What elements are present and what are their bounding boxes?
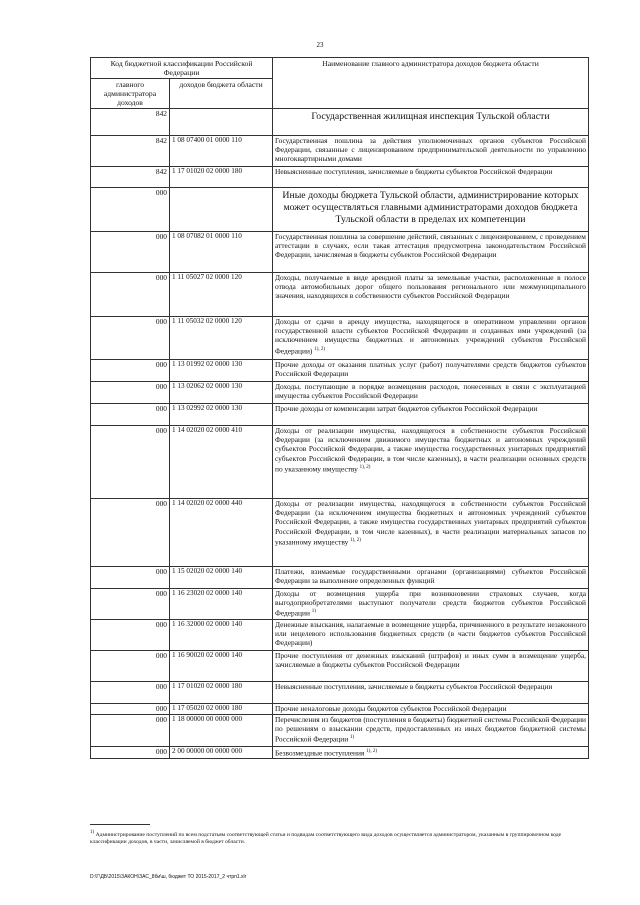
table-row	[91, 167, 589, 188]
table-row	[91, 499, 589, 567]
name-cell	[273, 651, 589, 682]
footnote-text: Администрирование поступлений по всем подстатьям соответствующей статьи и подвидам соответствующего вида доходов осуществляется администратором, указанным в группировочном коде классификации доходов, в части, зачисляемой в бюджет области.	[90, 831, 562, 846]
income-code-cell: 1 14 02020 02 0000 440	[170, 499, 273, 567]
header-code-group: Код бюджетной классификации Российской Федерации	[91, 58, 273, 79]
income-code-cell	[170, 109, 273, 136]
table-row	[91, 404, 589, 426]
admin-code-cell: 000	[91, 426, 170, 499]
section-row	[91, 109, 589, 136]
income-code-cell: 1 16 90020 02 0000 140	[170, 651, 273, 682]
name-cell	[273, 682, 589, 704]
admin-code-cell: 842	[91, 136, 170, 167]
header-name: Наименование главного администратора доходов бюджета области	[273, 58, 589, 109]
income-code-cell: 1 17 01020 02 0000 180	[170, 682, 273, 704]
table-row	[91, 715, 589, 747]
page-number: 23	[316, 41, 324, 49]
budget-classification-table	[90, 57, 589, 759]
name-text: Государственная жилищная инспекция Тульской области	[311, 111, 550, 122]
name-text: Доходы от возмещения ущерба при возникновении страховых случаев, когда выгодоприобретателями выступают получатели средств бюджетов субъектов Российской Федерации	[275, 589, 586, 618]
admin-code-cell: 000	[91, 715, 170, 747]
name-cell	[273, 620, 589, 651]
name-cell	[273, 188, 589, 232]
admin-code-cell: 000	[91, 360, 170, 382]
file-path: D:\Г\ДБ\2015\ЗАКОН\ЗАС_8би\ш, бюджет ТО 2015-2017_2 чтрп1.xlr	[90, 874, 247, 880]
table-row	[91, 426, 589, 499]
income-code-cell: 1 18 00000 00 0000 000	[170, 715, 273, 747]
name-cell	[273, 317, 589, 360]
table-row	[91, 682, 589, 704]
name-cell	[273, 704, 589, 715]
table-row	[91, 747, 589, 759]
footnote-ref: 1), 2)	[359, 464, 371, 470]
income-code-cell: 1 15 02020 02 0000 140	[170, 567, 273, 589]
footnote-separator	[90, 824, 150, 825]
admin-code-cell: 000	[91, 567, 170, 589]
table-row	[91, 382, 589, 404]
name-cell	[273, 382, 589, 404]
footnote-ref: 1), 2)	[366, 749, 378, 754]
header-income: доходов бюджета области	[170, 79, 273, 109]
income-code-cell: 1 08 07082 01 0000 110	[170, 232, 273, 273]
income-code-cell: 1 13 01992 02 0000 130	[170, 360, 273, 382]
footnote-ref: 1), 2)	[314, 346, 326, 352]
admin-code-cell: 842	[91, 167, 170, 188]
name-text: Государственная пошлина за действия уполномоченных органов субъектов Российской Федерации, связанные с лицензированием предпринимательской деятельности по управлению многоквартирными домами	[275, 136, 586, 164]
name-text: Доходы от сдачи в аренду имущества, находящегося в оперативном управлении органов государственной власти субъектов Российской Федерации и созданных ими учреждений (за исключением имущества бюджетных и автономных учреждений субъектов Российской Федерации)	[275, 317, 586, 356]
name-text: Невыясненные поступления, зачисляемые в бюджеты субъектов Российской Федерации	[275, 167, 553, 176]
admin-code-cell: 000	[91, 273, 170, 317]
admin-code-cell: 000	[91, 188, 170, 232]
income-code-cell: 1 13 02062 02 0000 130	[170, 382, 273, 404]
name-cell	[273, 499, 589, 567]
income-code-cell: 1 16 32000 02 0000 140	[170, 620, 273, 651]
name-cell	[273, 136, 589, 167]
income-code-cell: 1 13 02992 02 0000 130	[170, 404, 273, 426]
name-text: Доходы, поступающие в порядке возмещения расходов, понесенных в связи с эксплуатацией имущества субъектов Российской Федерации	[275, 382, 586, 401]
table-body	[91, 109, 589, 759]
admin-code-cell: 000	[91, 682, 170, 704]
admin-code-cell: 000	[91, 382, 170, 404]
table-row	[91, 651, 589, 682]
admin-code-cell: 000	[91, 747, 170, 759]
name-text: Доходы от реализации имущества, находящегося в собственности субъектов Российской Федерации (за исключением движимого имущества бюджетных и автономных учреждений субъектов Российской Федерации, а также имущества государственных унитарных предприятий субъектов Российской Федерации, в том числе казенных), в части реализации основных средств по указанному имуществу	[275, 426, 586, 474]
table-row	[91, 589, 589, 620]
admin-code-cell: 000	[91, 651, 170, 682]
name-cell	[273, 404, 589, 426]
table-row	[91, 232, 589, 273]
income-code-cell: 1 16 23020 02 0000 140	[170, 589, 273, 620]
name-text: Прочие поступления от денежных взысканий (штрафов) и иных сумм в возмещение ущерба, зачисляемые в бюджеты субъектов Российской Федерации	[275, 651, 586, 670]
admin-code-cell: 000	[91, 704, 170, 715]
admin-code-cell: 842	[91, 109, 170, 136]
table-row	[91, 317, 589, 360]
income-code-cell	[170, 188, 273, 232]
name-text: Прочие доходы от оказания платных услуг (работ) получателями средств бюджетов субъектов Российской Федерации	[275, 360, 586, 379]
name-cell	[273, 273, 589, 317]
income-code-cell: 1 14 02020 02 0000 410	[170, 426, 273, 499]
name-text: Иные доходы бюджета Тульской области, администрирование которых может осуществляться главными администраторами доходов бюджета Тульской области в пределах их компетенции	[282, 190, 579, 225]
table-row	[91, 360, 589, 382]
footnote-ref: 1)	[311, 609, 316, 615]
name-text: Государственная пошлина за совершение действий, связанных с лицензированием, с проведением аттестации в случаях, если такая аттестация предусмотрена законодательством Российской Федерации, зачисляемая в бюджеты субъектов Российской Федерации	[275, 232, 586, 260]
name-text: Перечисления из бюджетов (поступления в бюджеты) бюджетной системы Российской Федерации по решениям о взыскании средств, предоставленных из иных бюджетов бюджетной системы Российской Федерации	[275, 715, 586, 744]
name-text: Доходы, получаемые в виде арендной платы за земельные участки, расположенные в полосе отвода автомобильных дорог общего пользования регионального или межмуниципального значения, находящихся в собственности субъектов Российской Федерации	[275, 273, 586, 301]
name-text: Прочие доходы от компенсации затрат бюджетов субъектов Российской Федерации	[275, 404, 538, 413]
admin-code-cell: 000	[91, 499, 170, 567]
admin-code-cell: 000	[91, 404, 170, 426]
name-text: Прочие неналоговые доходы бюджетов субъектов Российской Федерации	[275, 704, 507, 713]
admin-code-cell: 000	[91, 317, 170, 360]
admin-code-cell: 000	[91, 589, 170, 620]
income-code-cell: 1 17 01020 02 0000 180	[170, 167, 273, 188]
name-text: Денежные взыскания, налагаемые в возмещение ущерба, причиненного в результате незаконного или нецелевого использования бюджетных средств (в части бюджетов субъектов Российской Федерации)	[275, 620, 586, 648]
footnote	[90, 829, 590, 846]
admin-code-cell: 000	[91, 232, 170, 273]
admin-code-cell: 000	[91, 620, 170, 651]
name-cell	[273, 232, 589, 273]
name-cell	[273, 109, 589, 136]
footnote-mark: 1)	[90, 830, 95, 835]
name-text: Платежи, взимаемые государственными органами (организациями) субъектов Российской Федерации за выполнение определенных функций	[275, 567, 586, 586]
header-admin: главного администратора доходов	[91, 79, 170, 109]
table-row	[91, 273, 589, 317]
name-cell	[273, 567, 589, 589]
table-row	[91, 136, 589, 167]
name-cell	[273, 747, 589, 759]
name-cell	[273, 426, 589, 499]
table-row	[91, 620, 589, 651]
income-code-cell: 1 08 07400 01 0000 110	[170, 136, 273, 167]
name-cell	[273, 360, 589, 382]
income-code-cell: 1 11 05027 02 0000 120	[170, 273, 273, 317]
income-code-cell: 2 00 00000 00 0000 000	[170, 747, 273, 759]
income-code-cell: 1 11 05032 02 0000 120	[170, 317, 273, 360]
table-row	[91, 704, 589, 715]
name-text: Доходы от реализации имущества, находящегося в собственности субъектов Российской Федерации (за исключением имущества бюджетных и автономных учреждений субъектов Российской Федерации, а также имущества государственных унитарных предприятий субъектов Российской Федерации, в том числе казенных), в части реализации материальных запасов по указанному имуществу	[275, 499, 586, 547]
footnote-ref: 1)	[350, 735, 355, 741]
section-row	[91, 188, 589, 232]
footnote-ref: 1), 2)	[350, 537, 361, 543]
name-cell	[273, 589, 589, 620]
income-code-cell: 1 17 05020 02 0000 180	[170, 704, 273, 715]
name-cell	[273, 167, 589, 188]
table-row	[91, 567, 589, 589]
name-cell	[273, 715, 589, 747]
header-row-group	[91, 58, 589, 79]
name-text: Безвозмездные поступления	[275, 748, 365, 758]
name-text: Невыясненные поступления, зачисляемые в бюджеты субъектов Российской Федерации	[275, 682, 553, 691]
